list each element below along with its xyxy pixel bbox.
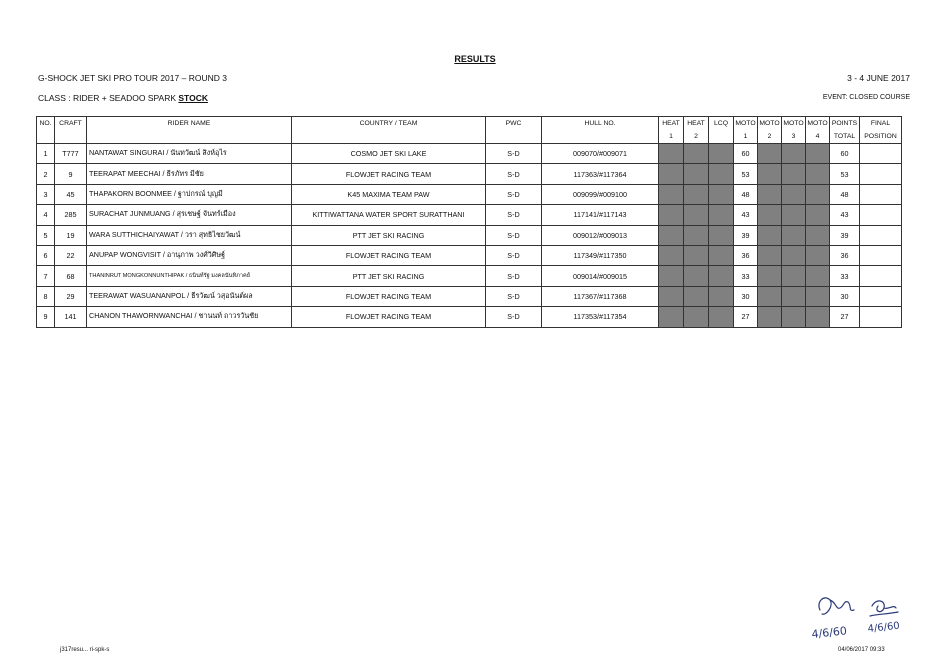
row-pwc: S-D [486,245,542,265]
row-country: FLOWJET RACING TEAM [292,164,486,184]
table-row [37,286,902,306]
row-craft: 19 [55,225,87,245]
row-hull: 009012/#009013 [542,225,659,245]
header-heat-1-num: 1 [659,130,684,144]
row-heat-2 [684,164,709,184]
header-hull: HULL NO. [542,117,659,131]
row-rider: TEERAPAT MEECHAI / ธีรภัทร มีชัย [87,164,292,184]
event-name: G-SHOCK JET SKI PRO TOUR 2017 – ROUND 3 [38,73,227,83]
row-heat-2 [684,184,709,204]
row-craft: T777 [55,144,87,164]
signature-1-icon [819,598,854,614]
row-country: FLOWJET RACING TEAM [292,245,486,265]
row-rider: ANUPAP WONGVISIT / อานุภาพ วงศ์วิศิษฐ์ [87,245,292,265]
row-hull: 117353/#117354 [542,307,659,327]
row-points: 27 [830,307,860,327]
row-points: 43 [830,205,860,225]
header-lcq-cont [709,130,734,144]
header-rider: RIDER NAME [87,117,292,131]
row-heat-2 [684,286,709,306]
header-heat-2: HEAT [684,117,709,131]
header-heat-1: HEAT [659,117,684,131]
header-country: COUNTRY / TEAM [292,117,486,131]
row-heat-2 [684,307,709,327]
table-row [37,164,902,184]
row-moto-2 [758,266,782,286]
header-craft: CRAFT [55,117,87,131]
row-heat-2 [684,144,709,164]
row-rider: CHANON THAWORNWANCHAI / ชานนท์ ถาวรวันชัย [87,307,292,327]
row-pwc: S-D [486,144,542,164]
row-no: 6 [37,245,55,265]
row-points: 48 [830,184,860,204]
header-position: POSITION [860,130,902,144]
row-heat-2 [684,245,709,265]
row-no: 3 [37,184,55,204]
row-final [860,225,902,245]
row-heat-1 [659,205,684,225]
header-moto-3: MOTO [782,117,806,131]
header-moto-1-num: 1 [734,130,758,144]
results-body [37,144,902,328]
row-craft: 141 [55,307,87,327]
row-craft: 22 [55,245,87,265]
header-moto-4-num: 4 [806,130,830,144]
row-craft: 9 [55,164,87,184]
table-row [37,245,902,265]
event-type: EVENT: CLOSED COURSE [822,94,910,101]
row-final [860,245,902,265]
row-lcq [709,205,734,225]
row-moto-4 [806,286,830,306]
row-points: 36 [830,245,860,265]
signature-date-1: 4/6/60 [810,624,848,641]
row-craft: 285 [55,205,87,225]
row-craft: 68 [55,266,87,286]
row-craft: 29 [55,286,87,306]
row-no: 2 [37,164,55,184]
row-final [860,164,902,184]
row-no: 9 [37,307,55,327]
row-heat-1 [659,164,684,184]
row-country: FLOWJET RACING TEAM [292,307,486,327]
row-moto-3 [782,184,806,204]
row-points: 53 [830,164,860,184]
row-moto-1: 53 [734,164,758,184]
row-moto-4 [806,164,830,184]
row-rider: THANINRUT MONGKONNUNTHIPAK / ธนินท์รัฐ มงคลนันทิภาคย์ [87,266,292,286]
row-heat-1 [659,144,684,164]
row-no: 4 [37,205,55,225]
row-lcq [709,164,734,184]
header-craft-cont [55,130,87,144]
class-prefix: CLASS : RIDER + SEADOO SPARK [38,93,179,103]
table-row [37,266,902,286]
row-moto-3 [782,225,806,245]
results-table [36,116,902,328]
header-row-2 [37,130,902,144]
row-moto-2 [758,144,782,164]
row-craft: 45 [55,184,87,204]
row-lcq [709,266,734,286]
header-hull-cont [542,130,659,144]
header-no: NO. [37,117,55,131]
row-moto-3 [782,164,806,184]
header-final: FINAL [860,117,902,131]
header-total: TOTAL [830,130,860,144]
header-moto-2-num: 2 [758,130,782,144]
row-no: 7 [37,266,55,286]
row-moto-2 [758,164,782,184]
event-date: 3 - 4 JUNE 2017 [847,73,910,83]
row-points: 60 [830,144,860,164]
class-label [38,93,208,103]
row-moto-4 [806,245,830,265]
table-row [37,144,902,164]
row-moto-1: 43 [734,205,758,225]
header-pwc: PWC [486,117,542,131]
row-final [860,286,902,306]
row-country: KITTIWATTANA WATER SPORT SURATTHANI [292,205,486,225]
row-moto-1: 33 [734,266,758,286]
table-row [37,205,902,225]
row-points: 30 [830,286,860,306]
row-moto-3 [782,205,806,225]
row-moto-4 [806,307,830,327]
row-moto-4 [806,225,830,245]
table-row [37,307,902,327]
row-rider: NANTAWAT SINGURAI / นันทวัฒน์ สิงห์อุไร [87,144,292,164]
row-points: 39 [830,225,860,245]
row-moto-4 [806,144,830,164]
class-stock: STOCK [178,93,208,103]
row-final [860,307,902,327]
row-no: 1 [37,144,55,164]
header-lcq: LCQ [709,117,734,131]
row-no: 8 [37,286,55,306]
row-pwc: S-D [486,307,542,327]
row-heat-1 [659,225,684,245]
row-moto-1: 30 [734,286,758,306]
row-heat-2 [684,205,709,225]
row-lcq [709,144,734,164]
row-hull: 009014/#009015 [542,266,659,286]
row-pwc: S-D [486,184,542,204]
table-row [37,225,902,245]
row-final [860,184,902,204]
row-moto-1: 48 [734,184,758,204]
row-country: K45 MAXIMA TEAM PAW [292,184,486,204]
row-moto-4 [806,184,830,204]
footer-file: j317resu... ri-spk-s [60,647,110,653]
row-hull: 117367/#117368 [542,286,659,306]
row-moto-2 [758,205,782,225]
row-moto-4 [806,266,830,286]
row-pwc: S-D [486,225,542,245]
header-moto-3-num: 3 [782,130,806,144]
row-lcq [709,307,734,327]
row-final [860,266,902,286]
row-pwc: S-D [486,164,542,184]
signature-date-2: 4/6/60 [867,620,901,635]
header-points: POINTS [830,117,860,131]
header-moto-2: MOTO [758,117,782,131]
row-moto-2 [758,307,782,327]
row-final [860,144,902,164]
header-country-cont [292,130,486,144]
row-moto-1: 27 [734,307,758,327]
row-country: COSMO JET SKI LAKE [292,144,486,164]
row-moto-4 [806,205,830,225]
row-moto-2 [758,225,782,245]
row-heat-2 [684,225,709,245]
row-rider: THAPAKORN BOONMEE / ฐาปกรณ์ บุญมี [87,184,292,204]
row-country: FLOWJET RACING TEAM [292,286,486,306]
row-moto-1: 36 [734,245,758,265]
row-no: 5 [37,225,55,245]
row-pwc: S-D [486,286,542,306]
row-moto-3 [782,144,806,164]
row-moto-3 [782,245,806,265]
row-country: PTT JET SKI RACING [292,266,486,286]
row-hull: 117349/#117350 [542,245,659,265]
row-rider: SURACHAT JUNMUANG / สุรเชษฐ์ จันทร์เมือง [87,205,292,225]
header-moto-4: MOTO [806,117,830,131]
header-row-1 [37,117,902,131]
row-heat-2 [684,266,709,286]
row-rider: WARA SUTTHICHAIYAWAT / วรา สุทธิไชยวัฒน์ [87,225,292,245]
row-heat-1 [659,307,684,327]
row-lcq [709,245,734,265]
row-pwc: S-D [486,266,542,286]
row-heat-1 [659,184,684,204]
row-final [860,205,902,225]
row-points: 33 [830,266,860,286]
page-title: RESULTS [454,54,496,64]
header-heat-2-num: 2 [684,130,709,144]
header-pwc-cont [486,130,542,144]
header-rider-cont [87,130,292,144]
row-moto-3 [782,266,806,286]
row-lcq [709,225,734,245]
row-moto-1: 60 [734,144,758,164]
row-rider: TEERAWAT WASUANANPOL / ธีรวัฒน์ วสุอนันต์ผล [87,286,292,306]
row-heat-1 [659,266,684,286]
row-moto-1: 39 [734,225,758,245]
row-heat-1 [659,286,684,306]
row-country: PTT JET SKI RACING [292,225,486,245]
row-moto-3 [782,286,806,306]
row-pwc: S-D [486,205,542,225]
row-moto-2 [758,286,782,306]
row-moto-3 [782,307,806,327]
row-hull: 117363/#117364 [542,164,659,184]
signature-stamp [806,580,916,642]
row-lcq [709,184,734,204]
row-moto-2 [758,184,782,204]
table-row [37,184,902,204]
header-no-cont [37,130,55,144]
signature-2-icon [870,601,898,616]
header-moto-1: MOTO [734,117,758,131]
row-moto-2 [758,245,782,265]
row-lcq [709,286,734,306]
row-heat-1 [659,245,684,265]
row-hull: 009099/#009100 [542,184,659,204]
row-hull: 009070/#009071 [542,144,659,164]
footer-timestamp: 04/06/2017 09:33 [838,647,885,653]
row-hull: 117141/#117143 [542,205,659,225]
